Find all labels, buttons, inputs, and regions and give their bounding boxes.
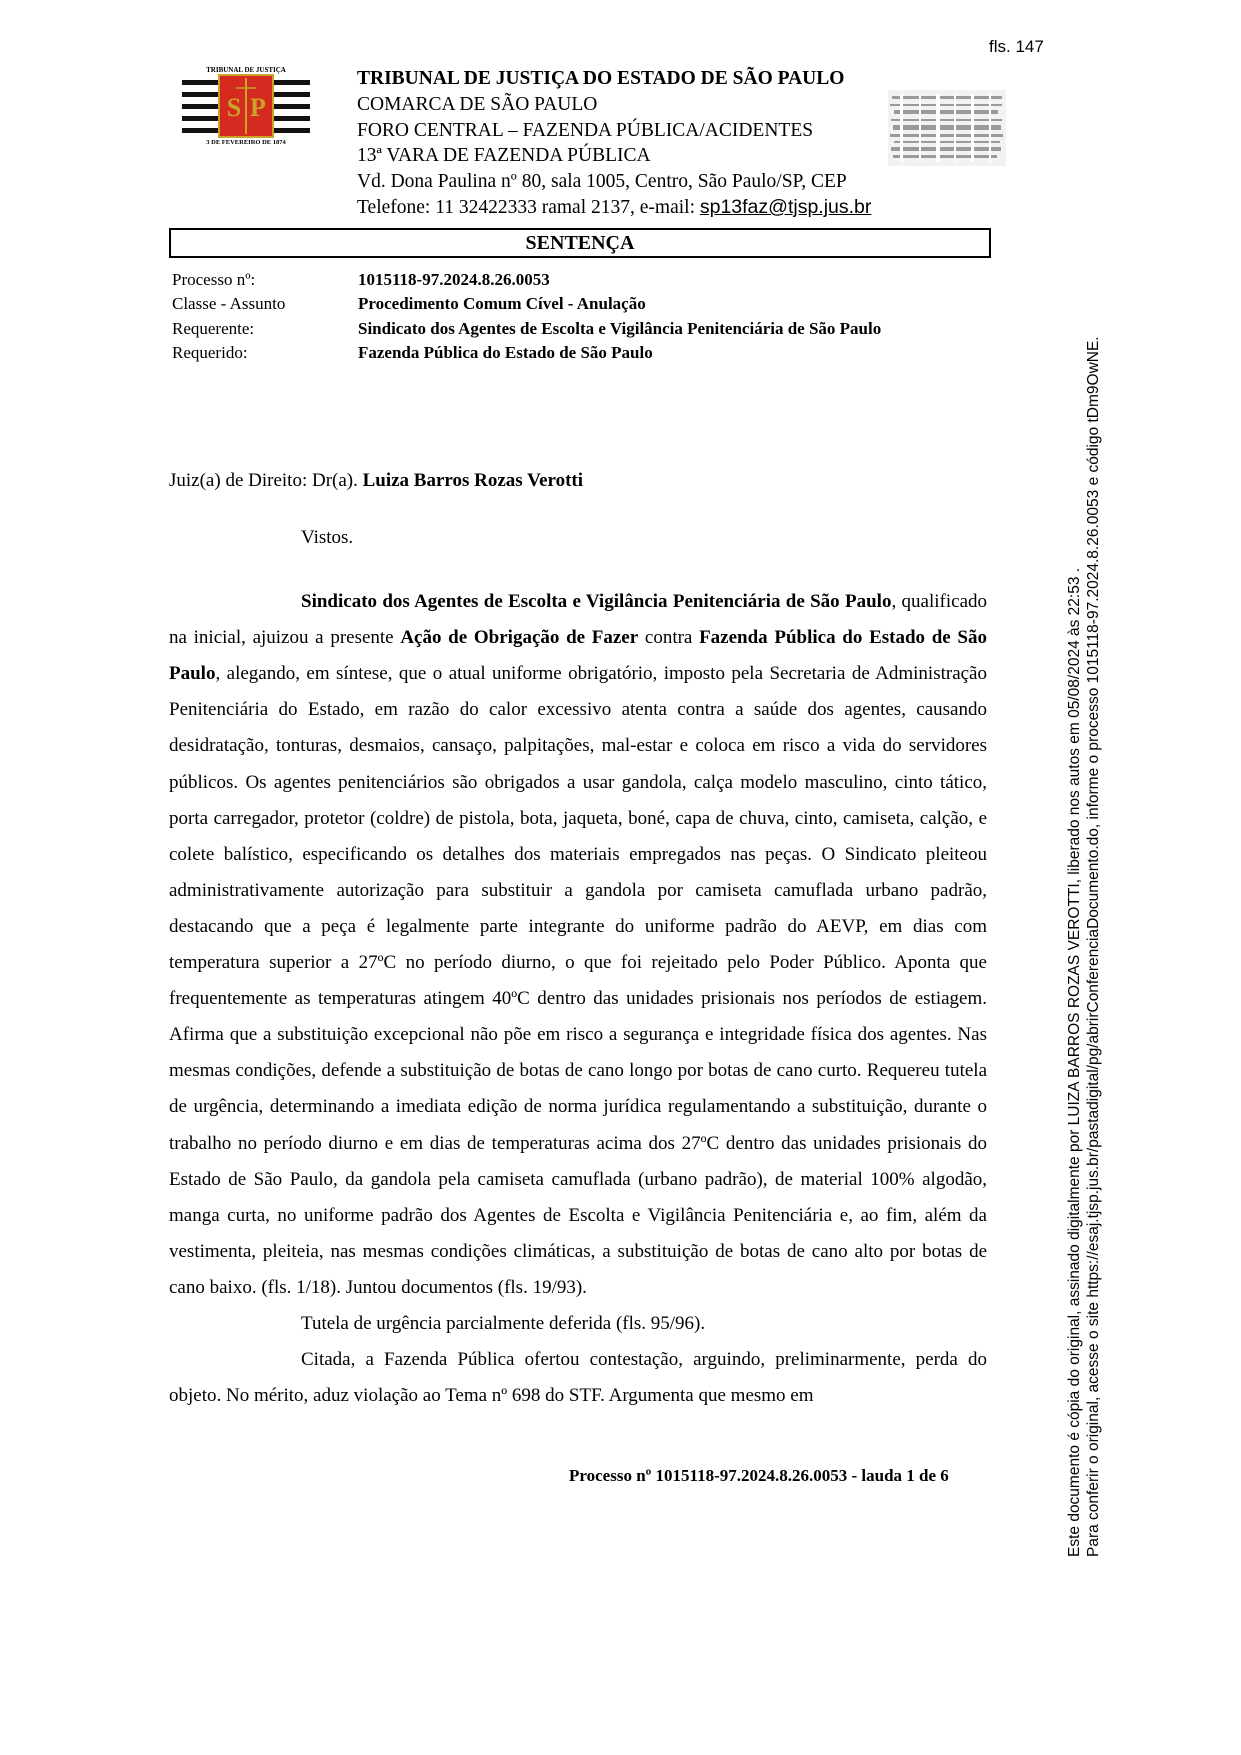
side-note-line-1: Este documento é cópia do original, assinado digitalmente por LUIZA BARROS ROZAS VEROTTI, liberado nos autos em 05/08/2024 às 22:53 . [1066, 567, 1083, 1557]
foro: FORO CENTRAL – FAZENDA PÚBLICA/ACIDENTES [357, 119, 814, 141]
page-number: fls. 147 [989, 37, 1044, 56]
case-info-label: Requerente: [172, 318, 255, 338]
judge-line [169, 470, 583, 492]
document-title: SENTENÇA [169, 228, 991, 258]
p1-text-b: contra [638, 627, 700, 649]
court-phone: Telefone: 11 32422333 ramal 2137, e-mail: [357, 196, 695, 218]
court-contact [357, 195, 887, 221]
vara: 13ª VARA DE FAZENDA PÚBLICA [357, 145, 651, 167]
case-info-row [172, 268, 881, 292]
side-note-line-2: Para conferir o original, acesse o site https://esaj.tjsp.jus.br/pastadigital/pg/abrirConferenciaDocumento.do, informe o processo 1015118-97.2024.8.26.0053 e código tDm9OwNE. [1085, 336, 1102, 1557]
paragraph-1 [169, 584, 987, 1306]
case-info-row [172, 317, 881, 341]
p1-bold-action: Ação de Obrigação de Fazer [400, 627, 639, 649]
seal-top-text: TRIBUNAL DE JUSTIÇA [206, 66, 286, 74]
comarca: COMARCA DE SÃO PAULO [357, 93, 598, 115]
p1-text-c: , alegando, em síntese, que o atual uniforme obrigatório, imposto pela Secretaria de Administração Penitenciária do Estado, em razão do calor excessivo atenta contra a saúde dos agentes, causando desidratação, tonturas, desmaios, cansaço, palpitações, mal-estar e coloca em risco a vida do servidores públicos. Os agentes penitenciários são obrigados a usar gandola, calça modelo masculino, cinto tático, porta carregador, protetor (coldre) de pistola, bota, jaqueta, boné, capa de chuva, cinto, camiseta, calção, e colete balístico, especificando os detalhes dos materiais empregados nas peças. O Sindicato pleiteou administrativamente autorização para substituir a gandola por camiseta camuflada urbano padrão, destacando que a peça é legalmente parte integrante do uniforme padrão do AEVP, em dias com temperatura superior a 27ºC no período diurno, o que foi rejeitado pelo Poder Público. Aponta que frequentemente as temperaturas atingem 40ºC dentro das unidades prisionais nos períodos de estiagem. Afirma que a substituição excepcional não põe em risco a segurança e integridade física dos agentes. Nas mesmas condições, defende a substituição de botas de cano longo por botas de cano curto. Requereu tutela de urgência, determinando a imediata edição de norma jurídica regulamentando a substituição, durante o trabalho no período diurno e em dias de temperaturas acima dos 27ºC dentro das unidades prisionais do Estado de São Paulo, da gandola pela camiseta camuflada (urbano padrão), de material 100% algodão, manga curta, no uniforme padrão dos Agentes de Escolta e Vigilância Penitenciária e, ao fim, além da vestimenta, pleiteia, nas mesmas condições climáticas, a substituição de botas de cano alto por botas de cano baixo. (fls. 1/18). Juntou documentos (fls. 19/93). [169, 663, 987, 1298]
case-info-value: Sindicato dos Agentes de Escolta e Vigilância Penitenciária de São Paulo [358, 318, 882, 338]
case-info [172, 268, 881, 365]
paragraph-2: Tutela de urgência parcialmente deferida (fls. 95/96). [301, 1312, 706, 1334]
court-address: Vd. Dona Paulina nº 80, sala 1005, Centro, São Paulo/SP, CEP [357, 171, 847, 193]
case-info-value: Procedimento Comum Cível - Anulação [358, 294, 646, 314]
seal-icon [182, 66, 310, 150]
case-info-row [172, 292, 881, 316]
judge-name: Luiza Barros Rozas Verotti [362, 470, 584, 491]
page-footer: Processo nº 1015118-97.2024.8.26.0053 - lauda 1 de 6 [569, 1466, 949, 1485]
case-info-value: Fazenda Pública do Estado de São Paulo [358, 342, 653, 362]
court-header [357, 66, 887, 221]
court-name: TRIBUNAL DE JUSTIÇA DO ESTADO DE SÃO PAULO [357, 68, 845, 89]
p1-text-a: , qualificado na inicial, ajuizou a presente [169, 591, 987, 649]
svg-text:S: S [226, 93, 242, 122]
court-seal-logo [182, 66, 310, 150]
case-info-value: 1015118-97.2024.8.26.0053 [358, 270, 550, 289]
case-info-label: Requerido: [172, 342, 248, 362]
case-info-label: Processo nº: [172, 270, 256, 289]
seal-bottom-text: 3 DE FEVEREIRO DE 1874 [206, 139, 286, 146]
spacer [169, 556, 987, 584]
court-email-link[interactable]: sp13faz@tjsp.jus.br [699, 195, 872, 218]
sentence-body [169, 520, 987, 1414]
case-info-row [172, 341, 881, 365]
qr-code [888, 90, 1006, 166]
case-info-label: Classe - Assunto [172, 294, 286, 314]
judge-label: Juiz(a) de Direito: Dr(a). [169, 470, 358, 491]
p1-bold-party: Sindicato dos Agentes de Escolta e Vigilância Penitenciária de São Paulo [301, 591, 892, 613]
side-verification-note [1065, 237, 1103, 1557]
paragraph-3: Citada, a Fazenda Pública ofertou contestação, arguindo, preliminarmente, perda do objeto. No mérito, aduz violação ao Tema nº 698 do STF. Argumenta que mesmo em [169, 1349, 987, 1407]
p1-bold-defendant: Fazenda Pública do Estado de São Paulo [169, 627, 987, 685]
vistos: Vistos. [301, 527, 354, 548]
svg-text:P: P [250, 93, 266, 122]
